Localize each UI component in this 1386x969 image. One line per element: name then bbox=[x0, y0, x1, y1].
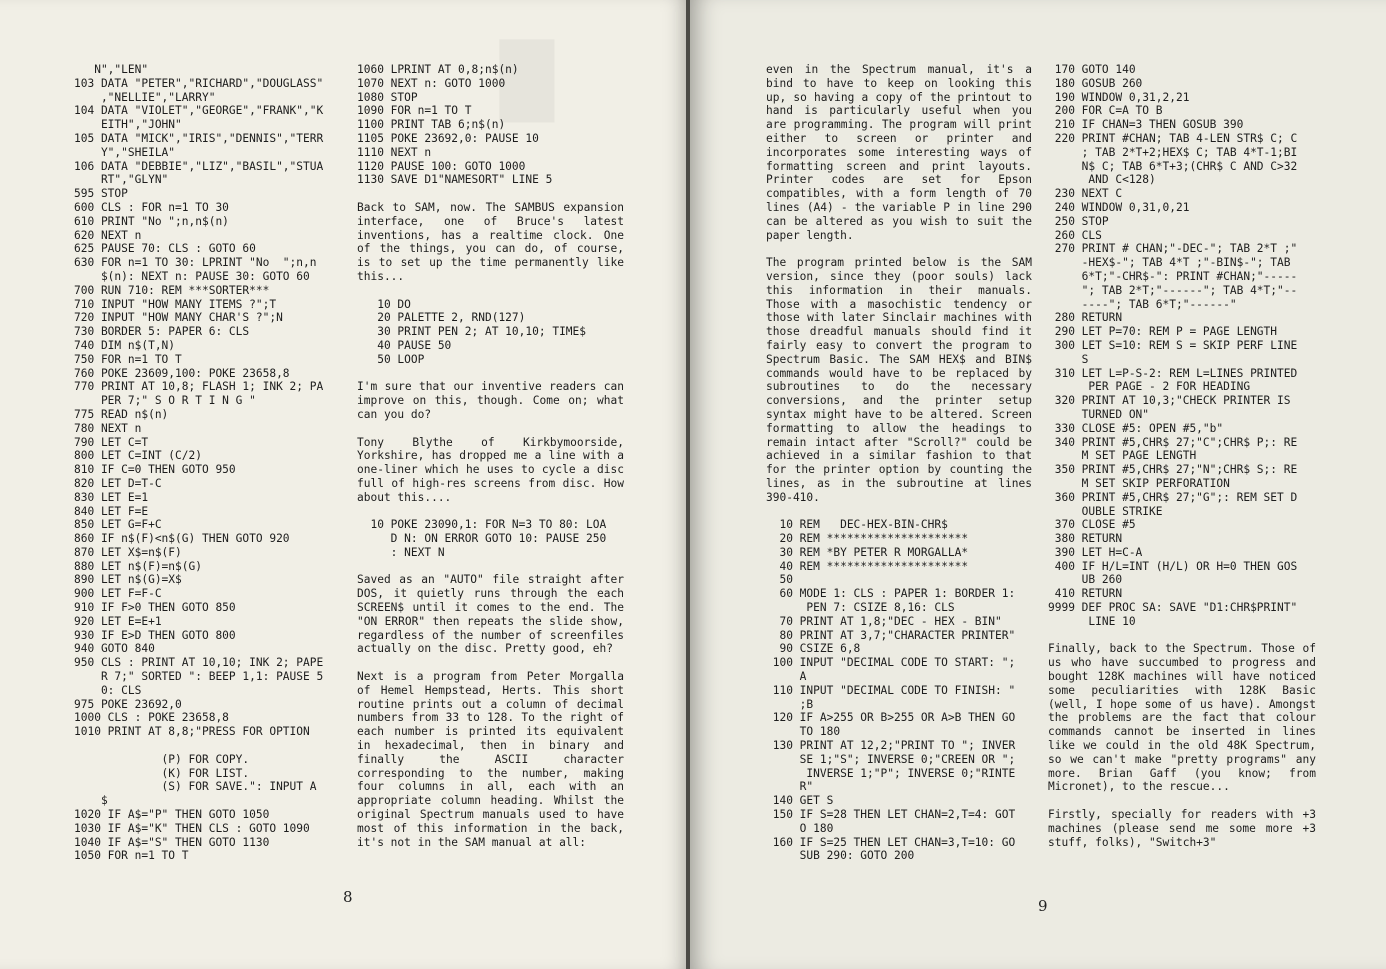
left-column-2 bbox=[357, 63, 624, 863]
paragraph-tony-blythe: Tony Blythe of Kirkbymoorside, Yorkshire, has dropped me a line with a one-liner which he uses to cycle a disc full of high-res screens from disc. How about this.... bbox=[357, 435, 624, 504]
paragraph-sambus: Back to SAM, now. The SAMBUS expansion interface, one of Bruce's latest inventions, has a realtime clock. One of the things, you can do, of course, is to set up the time permanently like this... bbox=[357, 200, 624, 283]
basic-listing-save: 1060 LPRINT AT 0,8;n$(n) 1070 NEXT n: GOTO 1000 1080 STOP 1090 FOR n=1 TO T 1100 PRINT TAB 6;n$(n) 1105 POKE 23692,0: PAUSE 10 1110 NEXT n 1120 PAUSE 100: GOTO 1000 1130 SAVE D1"NAMESORT" LINE 5 bbox=[357, 63, 553, 187]
paragraph-128k-spectrum: Finally, back to the Spectrum. Those of us who have succumbed to progress and bought 128K machines will have noticed some peculiarities with 128K Basic (well, I hope some of us have). Amongst the problems are the fact that colour commands cannot be inserted in lines like we could in the old 48K Spectrum, so we can't make "pretty programs" any more. Brian Gaff (you know; from Micronet), to the rescue... bbox=[1048, 642, 1316, 794]
basic-listing-sorter: N","LEN" 103 DATA "PETER","RICHARD","DOUGLASS" ,"NELLIE","LARRY" 104 DATA "VIOLET","GEORGE","FRANK","K EITH","JOHN" 105 DATA "MICK","IRIS","DENNIS","TERR Y","SHEILA" 106 DATA "DEBBIE","LIZ","BASIL","STUA RT","GLYN" 595 STOP 600 CLS : FOR n=1 TO 30 610 PRINT "No ";n,n$(n) 620 NEXT n 625 PAUSE 70: CLS : GOTO 60 630 FOR n=1 TO 30: LPRINT "No ";n,n $(n): NEXT n: PAUSE 30: GOTO 60 700 RUN 710: REM ***SORTER*** 710 INPUT "HOW MANY ITEMS ?";T 720 INPUT "HOW MANY CHAR'S ?";N 730 BORDER 5: PAPER 6: CLS 740 DIM n$(T,N) 750 FOR n=1 TO T 760 POKE 23609,100: POKE 23658,8 770 PRINT AT 10,8; FLASH 1; INK 2; PA PER 7;" S O R T I N G " 775 READ n$(n) 780 NEXT n 790 LET C=T 800 LET C=INT (C/2) 810 IF C=0 THEN GOTO 950 820 LET D=T-C 830 LET E=1 840 LET F=E 850 LET G=F+C 860 IF n$(F)<n$(G) THEN GOTO 920 870 LET X$=n$(F) 880 LET n$(F)=n$(G) 890 LET n$(G)=X$ 900 LET F=F-C 910 IF F>0 THEN GOTO 850 920 LET E=E+1 930 IF E>D THEN GOTO 800 940 GOTO 840 950 CLS : PRINT AT 10,10; INK 2; PAPE R 7;" SORTED ": BEEP 1,1: PAUSE 5 0: CLS 975 POKE 23692,0 1000 CLS : POKE 23658,8 1010 PRINT AT 8,8;"PRESS FOR OPTION (P) FOR COPY. (K) FOR LIST. (S) FOR SAVE.": INPUT A $ 1020 IF A$="P" THEN GOTO 1050 1030 IF A$="K" THEN CLS : GOTO 1090 1040 IF A$="S" THEN GOTO 1130 1050 FOR n=1 TO T bbox=[74, 63, 324, 863]
right-page bbox=[690, 0, 1386, 969]
paragraph-auto-file: Saved as an "AUTO" file straight after DOS, it quietly runs through the each SCREEN$ until it comes to the end. The "ON ERROR" then repeats the slide show, regardless of the number of screenfiles actually on the disc. Pretty good, eh? bbox=[357, 573, 624, 656]
paragraph-printout: even in the Spectrum manual, it's a bind to have to keep on looking this up, so having a copy of the printout to hand is particularly useful when you are programming. The program will print either to screen or printer and incorporates some interesting ways of formatting screen and print layouts. Printer codes are set for Epson compatibles, with a form length of 70 lines (A4) - the variable P in line 290 can be altered as you wish to suit the paper length. bbox=[766, 63, 1032, 242]
basic-listing-printer-routines: 170 GOTO 140 180 GOSUB 260 190 WINDOW 0,31,2,21 200 FOR C=A TO B 210 IF CHAN=3 THEN GOSUB 390 220 PRINT #CHAN; TAB 4-LEN STR$ C; C ; TAB 2*T+2;HEX$ C; TAB 4*T-1;BI N$ C; TAB 6*T+3;(CHR$ C AND C>32 AND C<128) 230 NEXT C 240 WINDOW 0,31,0,21 250 STOP 260 CLS 270 PRINT # CHAN;"-DEC-"; TAB 2*T ;" -HEX$-"; TAB 4*T ;"-BIN$-"; TAB 6*T;"-CHR$-": PRINT #CHAN;"----- "; TAB 2*T;"------"; TAB 4*T;"-- ----"; TAB 6*T;"------" 280 RETURN 290 LET P=70: REM P = PAGE LENGTH 300 LET S=10: REM S = SKIP PERF LINE S 310 LET L=P-S-2: REM L=LINES PRINTED PER PAGE - 2 FOR HEADING 320 PRINT AT 10,3;"CHECK PRINTER IS TURNED ON" 330 CLOSE #5: OPEN #5,"b" 340 PRINT #5,CHR$ 27;"C";CHR$ P;: RE M SET PAGE LENGTH 350 PRINT #5,CHR$ 27;"N";CHR$ S;: RE M SET SKIP PERFORATION 360 PRINT #5,CHR$ 27;"G";: REM SET D OUBLE STRIKE 370 CLOSE #5 380 RETURN 390 LET H=C-A 400 IF H/L=INT (H/L) OR H=0 THEN GOS UB 260 410 RETURN 9999 DEF PROC SA: SAVE "D1:CHR$PRINT" LINE 10 bbox=[1048, 63, 1298, 628]
left-column-1 bbox=[74, 63, 359, 863]
paragraph-switch-plus3: Firstly, specially for readers with +3 machines (please send me some more +3 stuff, folks), "Switch+3" bbox=[1048, 808, 1316, 849]
basic-listing-clock: 10 DO 20 PALETTE 2, RND(127) 30 PRINT PEN 2; AT 10,10; TIME$ 40 PAUSE 50 50 LOOP bbox=[377, 297, 587, 366]
basic-listing-dec-hex-bin: 10 REM DEC-HEX-BIN-CHR$ 20 REM ********************* 30 REM *BY PETER R MORGALLA* 40 REM ********************* 50 60 MODE 1: CLS : PAPER 1: BORDER 1: PEN 7: CSIZE 8,16: CLS 70 PRINT AT 1,8;"DEC - HEX - BIN" 80 PRINT AT 3,7;"CHARACTER PRINTER" 90 CSIZE 6,8 100 INPUT "DECIMAL CODE TO START: "; A 110 INPUT "DECIMAL CODE TO FINISH: " ;B 120 IF A>255 OR B>255 OR A>B THEN GO TO 180 130 PRINT AT 12,2;"PRINT TO "; INVER SE 1;"S"; INVERSE 0;"CREEN OR "; INVERSE 1;"P"; INVERSE 0;"RINTE R" 140 GET S 150 IF S=28 THEN LET CHAN=2,T=4: GOT O 180 160 IF S=25 THEN LET CHAN=3,T=10: GO SUB 290: GOTO 200 bbox=[772, 518, 1016, 863]
show-through-ghost: █ bbox=[500, 40, 554, 122]
right-column-1 bbox=[766, 63, 1032, 863]
basic-listing-one-liner: 10 POKE 23090,1: FOR N=3 TO 80: LOA D N: ON ERROR GOTO 10: PAUSE 250 : NEXT N bbox=[370, 518, 607, 559]
paragraph-sam-version: The program printed below is the SAM version, since they (poor souls) lack this information in their manuals. Those with a masochistic tendency or those with later Sinclair machines with those dreadful manuals should find it fairly easy to convert the program to Spectrum Basic. The SAM HEX$ and BIN$ commands would have to be replaced by subroutines to do the necessary conversions, and the printer setup syntax might have to be altered. Screen formatting to allow the headings to remain intact after "Scroll?" could be achieved in a similar fashion to that for the printer option by counting the lines, as in the subroutine at lines 390-410. bbox=[766, 256, 1032, 504]
right-column-2 bbox=[1048, 63, 1316, 863]
paragraph-inventive-readers: I'm sure that our inventive readers can improve on this, though. Come on; what can you do? bbox=[357, 380, 624, 421]
paragraph-peter-morgalla: Next is a program from Peter Morgalla of Hemel Hempstead, Herts. This short routine prints out a column of decimal numbers from 33 to 128. To the right of each number is printed its equivalent in hexadecimal, then in binary and finally the ASCII character corresponding to the number, making four columns in all, each with an appropriate column heading. Whilst the original Spectrum manuals used to have most of this information in the back, it's not in the SAM manual at all: bbox=[357, 670, 624, 849]
page-number: 9 bbox=[1038, 897, 1048, 915]
left-page bbox=[0, 0, 690, 969]
page-number: 8 bbox=[343, 888, 353, 906]
